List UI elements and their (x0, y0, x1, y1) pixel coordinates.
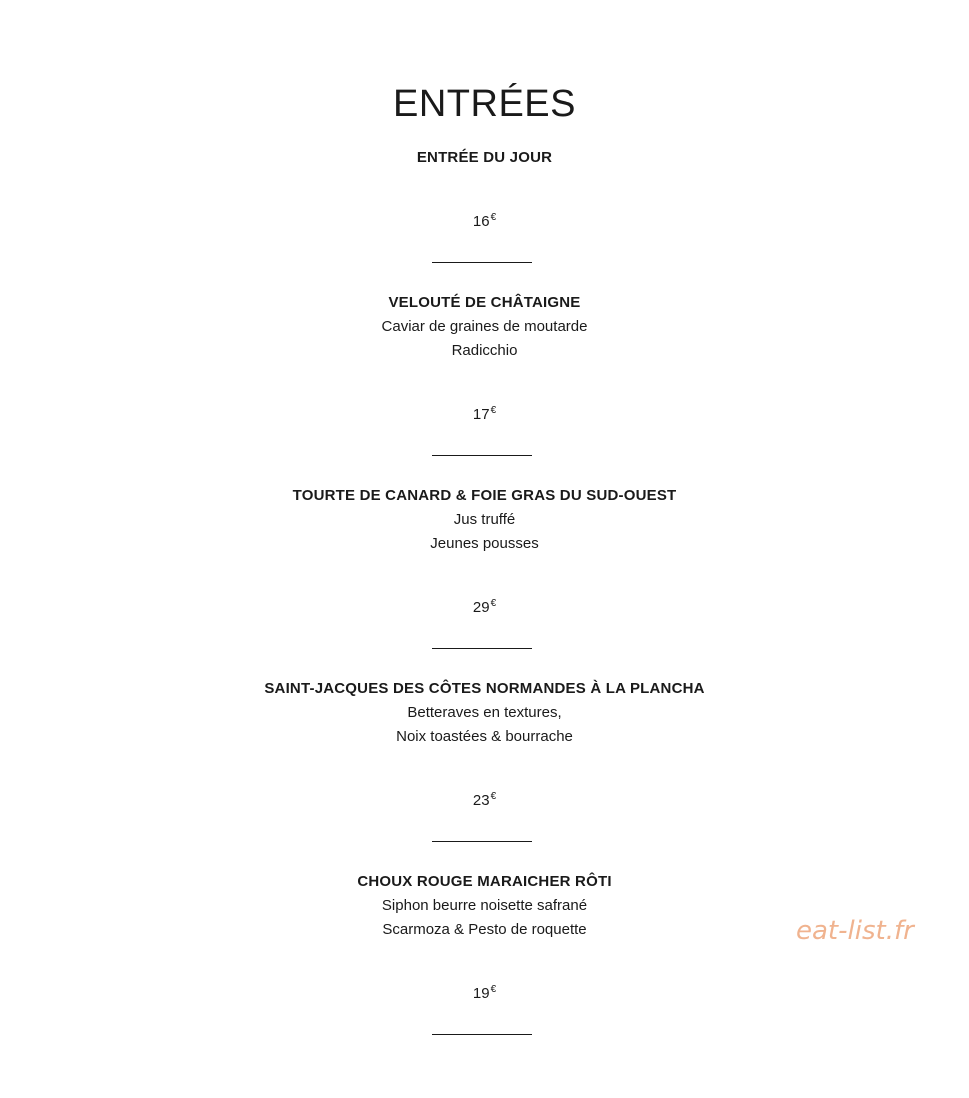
menu-item-tourte-de-canard (0, 484, 969, 556)
currency-symbol: € (490, 598, 497, 609)
price-value: 19 (472, 985, 490, 1002)
item-description: Jus truffé (453, 511, 516, 528)
price-value: 17 (472, 406, 490, 423)
divider (432, 455, 532, 456)
item-description: Caviar de graines de moutarde (381, 318, 588, 335)
divider (432, 841, 532, 842)
item-description: Scarmoza & Pesto de roquette (382, 921, 587, 938)
divider (432, 262, 532, 263)
item-description: Noix toastées & bourrache (396, 728, 573, 745)
item-price (0, 787, 969, 811)
currency-symbol: € (490, 984, 497, 995)
item-name: TOURTE DE CANARD & FOIE GRAS DU SUD-OUEST (292, 487, 677, 504)
price-value: 23 (472, 792, 490, 809)
price-value: 29 (472, 599, 490, 616)
item-price (0, 980, 969, 1004)
item-description: Betteraves en textures, (407, 704, 562, 721)
watermark: eat-list.fr (796, 916, 914, 946)
menu-item-saint-jacques (0, 677, 969, 749)
item-price (0, 208, 969, 232)
menu-item-veloute-de-chataigne (0, 291, 969, 363)
item-price (0, 594, 969, 618)
currency-symbol: € (490, 212, 497, 223)
item-description: Jeunes pousses (430, 535, 539, 552)
currency-symbol: € (490, 405, 497, 416)
item-price (0, 401, 969, 425)
price-value: 16 (472, 213, 490, 230)
menu-item-entree-du-jour (0, 146, 969, 170)
currency-symbol: € (490, 791, 497, 802)
item-name: CHOUX ROUGE MARAICHER RÔTI (357, 873, 612, 890)
divider (432, 648, 532, 649)
divider (432, 1034, 532, 1035)
item-name: VELOUTÉ DE CHÂTAIGNE (388, 294, 581, 311)
item-name: SAINT-JACQUES DES CÔTES NORMANDES À LA PLANCHA (264, 680, 705, 697)
page-title: ENTRÉES (393, 83, 576, 125)
item-description: Siphon beurre noisette safrané (381, 897, 588, 914)
item-name: ENTRÉE DU JOUR (416, 149, 553, 166)
item-description: Radicchio (451, 342, 518, 359)
